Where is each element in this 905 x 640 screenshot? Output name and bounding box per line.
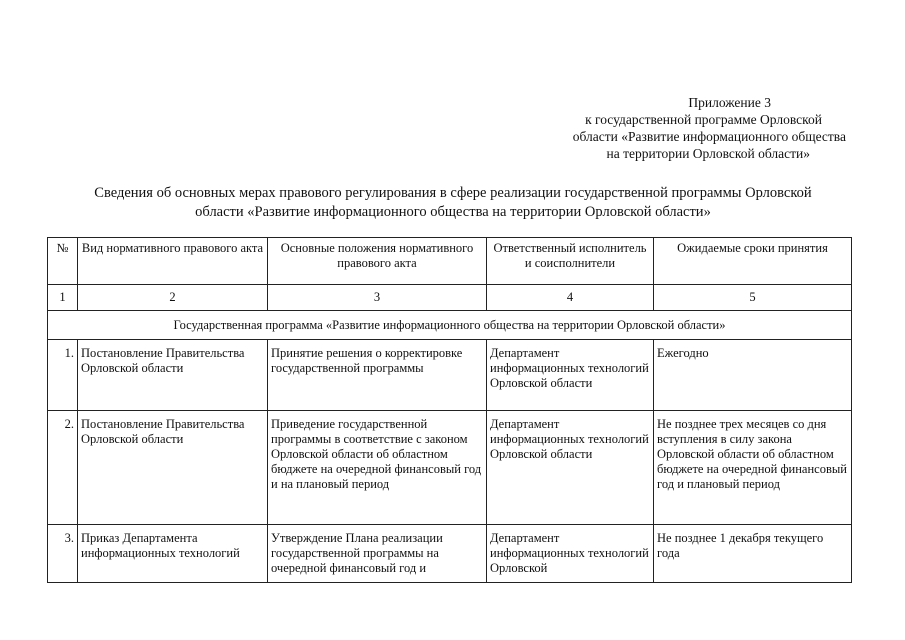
annex-line: Приложение 3 bbox=[688, 95, 771, 110]
section-row bbox=[48, 311, 852, 340]
column-number-cell: 5 bbox=[654, 285, 852, 311]
table-row bbox=[48, 525, 852, 583]
column-number-cell: 3 bbox=[268, 285, 487, 311]
header-cell-executor: Ответственный исполнитель и соисполнители bbox=[487, 238, 654, 285]
annex-line: на территории Орловской области» bbox=[606, 146, 810, 161]
annex-line: к государственной программе Орловской bbox=[585, 112, 822, 127]
column-number-row bbox=[48, 285, 852, 311]
measures-table bbox=[47, 237, 852, 583]
column-number-cell: 4 bbox=[487, 285, 654, 311]
executor-cell: Департамент информационных технологий Орловской bbox=[487, 525, 654, 583]
act-type-cell: Постановление Правительства Орловской области bbox=[78, 411, 268, 525]
annex-line: области «Развитие информационного общества bbox=[572, 129, 846, 144]
row-number: 1. bbox=[48, 340, 78, 411]
table-row bbox=[48, 411, 852, 525]
header-cell-number: № bbox=[48, 238, 78, 285]
title-line: Сведения об основных мерах правового регулирования в сфере реализации государственной программы Орловской bbox=[94, 185, 812, 201]
executor-cell: Департамент информационных технологий Орловской области bbox=[487, 340, 654, 411]
provisions-cell: Утверждение Плана реализации государственной программы на очередной финансовый год и bbox=[268, 525, 487, 583]
provisions-cell: Приведение государственной программы в соответствие с законом Орловской области об областном бюджете на очередной финансовый год и на плановый период bbox=[268, 411, 487, 525]
row-number: 3. bbox=[48, 525, 78, 583]
act-type-cell: Постановление Правительства Орловской области bbox=[78, 340, 268, 411]
deadline-cell: Не позднее трех месяцев со дня вступления в силу закона Орловской области об областном бюджете на очередной финансовый год и плановый период bbox=[654, 411, 852, 525]
column-number-cell: 2 bbox=[78, 285, 268, 311]
document-title bbox=[40, 184, 866, 222]
table-row bbox=[48, 340, 852, 411]
title-line: области «Развитие информационного общества на территории Орловской области» bbox=[195, 204, 711, 220]
deadline-cell: Ежегодно bbox=[654, 340, 852, 411]
annex-heading bbox=[520, 94, 850, 162]
deadline-cell: Не позднее 1 декабря текущего года bbox=[654, 525, 852, 583]
row-number: 2. bbox=[48, 411, 78, 525]
column-number-cell: 1 bbox=[48, 285, 78, 311]
act-type-cell: Приказ Департамента информационных технологий bbox=[78, 525, 268, 583]
executor-cell: Департамент информационных технологий Орловской области bbox=[487, 411, 654, 525]
header-cell-act-type: Вид нормативного правового акта bbox=[78, 238, 268, 285]
table-header-row bbox=[48, 238, 852, 285]
section-title: Государственная программа «Развитие информационного общества на территории Орловской области» bbox=[48, 311, 852, 340]
header-cell-deadline: Ожидаемые сроки принятия bbox=[654, 238, 852, 285]
provisions-cell: Принятие решения о корректировке государственной программы bbox=[268, 340, 487, 411]
header-cell-provisions: Основные положения нормативного правового акта bbox=[268, 238, 487, 285]
